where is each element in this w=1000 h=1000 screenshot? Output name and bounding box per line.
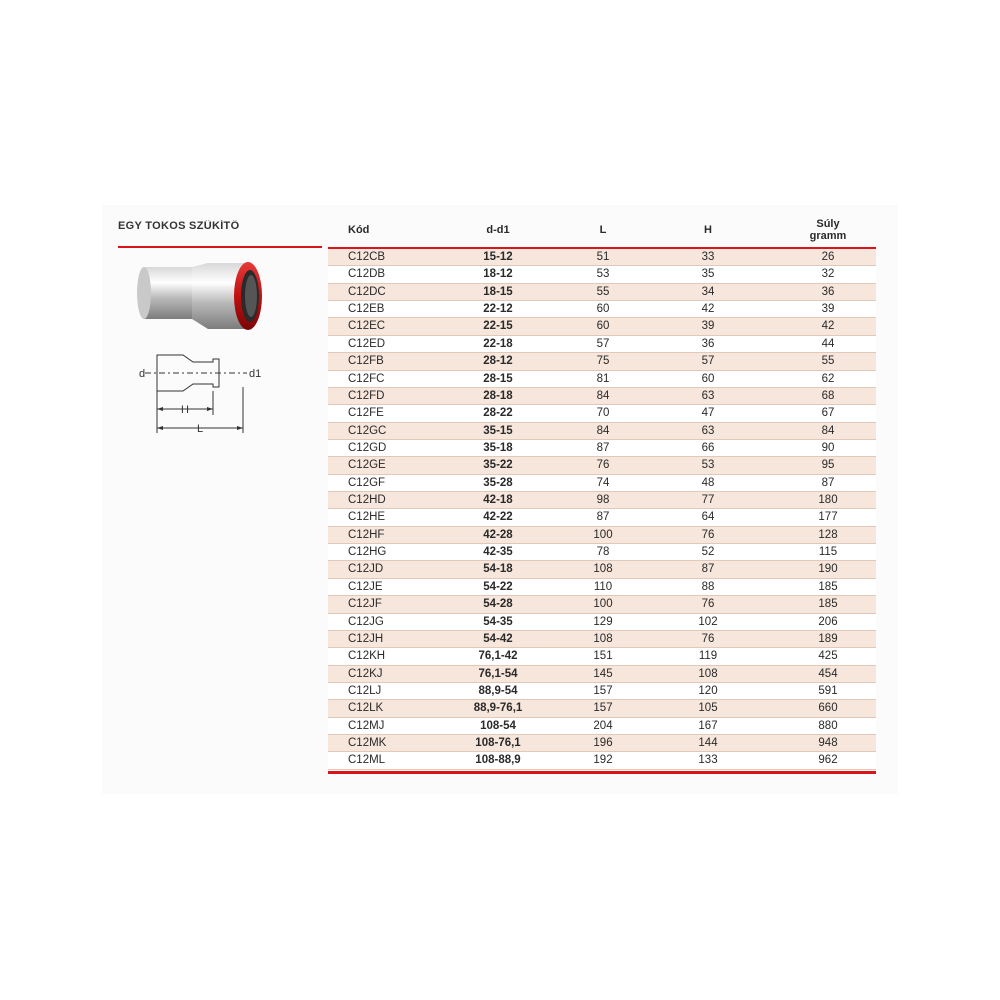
cell-h: 33 [701, 251, 715, 263]
cell-suly: 425 [818, 650, 838, 663]
cell-dd1: 108-88,9 [475, 754, 521, 767]
header-suly-line1: Súly [816, 218, 840, 230]
cell-kod: C12HD [348, 494, 386, 507]
cell-suly: 26 [821, 251, 835, 263]
cell-dd1: 76,1-42 [478, 650, 518, 663]
cell-l: 157 [593, 684, 613, 697]
cell-suly: 185 [818, 580, 838, 593]
table-row [328, 388, 876, 405]
cell-l: 151 [593, 650, 613, 663]
cell-h: 119 [698, 650, 718, 663]
table-header [328, 212, 876, 249]
cell-kod: C12JH [348, 632, 384, 645]
d1-label: d1 [249, 368, 262, 380]
header-suly-line2: gramm [809, 230, 847, 242]
header-dd1: d-d1 [486, 224, 510, 236]
cell-suly: 591 [818, 684, 838, 697]
cell-h: 48 [701, 476, 715, 489]
cell-suly: 44 [821, 337, 835, 350]
cell-suly: 660 [818, 702, 838, 715]
cell-h: 105 [698, 702, 718, 715]
cell-h: 42 [701, 303, 715, 316]
cell-dd1: 42-28 [483, 528, 513, 541]
cell-l: 100 [593, 528, 613, 541]
cell-suly: 189 [818, 632, 838, 645]
cell-kod: C12CB [348, 251, 386, 263]
table-row [328, 700, 876, 717]
cell-dd1: 54-28 [483, 598, 513, 611]
table-row [328, 318, 876, 335]
cell-l: 53 [596, 268, 610, 281]
table-row [328, 752, 876, 769]
cell-h: 167 [698, 719, 718, 732]
cell-h: 47 [701, 407, 715, 420]
cell-suly: 454 [818, 667, 838, 680]
cell-dd1: 28-18 [483, 389, 513, 402]
cell-suly: 185 [818, 598, 838, 611]
cell-l: 81 [596, 372, 610, 385]
cell-dd1: 28-12 [483, 355, 513, 368]
cell-dd1: 108-76,1 [475, 737, 521, 750]
cell-dd1: 22-15 [483, 320, 513, 333]
cell-kod: C12GD [348, 441, 387, 454]
product-photo [130, 257, 280, 342]
cell-h: 102 [698, 615, 718, 628]
cell-dd1: 18-15 [483, 285, 513, 298]
table-row [328, 631, 876, 648]
cell-kod: C12GE [348, 459, 386, 472]
cell-kod: C12HE [348, 511, 386, 524]
cell-suly: 128 [818, 528, 838, 541]
cell-dd1: 22-18 [483, 337, 513, 350]
cell-kod: C12KH [348, 650, 386, 663]
cell-kod: C12LK [348, 702, 384, 715]
cell-h: 64 [701, 511, 715, 524]
header-l: L [599, 224, 607, 236]
cell-kod: C12HG [348, 546, 387, 559]
cell-suly: 115 [818, 546, 838, 559]
header-h: H [704, 224, 712, 236]
cell-h: 77 [701, 494, 715, 507]
cell-kod: C12JG [348, 615, 384, 628]
cell-l: 74 [596, 476, 610, 489]
cell-h: 34 [701, 285, 715, 298]
table-row [328, 648, 876, 665]
table-row [328, 527, 876, 544]
cell-kod: C12EB [348, 303, 385, 316]
cell-dd1: 88,9-54 [478, 684, 518, 697]
cell-dd1: 54-42 [483, 632, 513, 645]
table-row [328, 683, 876, 700]
table-row [328, 440, 876, 457]
spec-table [328, 212, 876, 774]
cell-suly: 55 [821, 355, 835, 368]
cell-dd1: 76,1-54 [478, 667, 518, 680]
cell-dd1: 42-35 [483, 546, 513, 559]
dimension-drawing-svg [135, 345, 270, 440]
cell-h: 87 [701, 563, 715, 576]
cell-l: 84 [596, 389, 610, 402]
cell-h: 88 [701, 580, 715, 593]
cell-l: 145 [593, 667, 613, 680]
table-row [328, 735, 876, 752]
table-row [328, 718, 876, 735]
cell-kod: C12JF [348, 598, 382, 611]
cell-suly: 180 [818, 494, 838, 507]
cell-suly: 95 [821, 459, 835, 472]
cell-kod: C12HF [348, 528, 385, 541]
cell-h: 36 [701, 337, 715, 350]
cell-dd1: 54-35 [483, 615, 513, 628]
cell-l: 129 [593, 615, 613, 628]
cell-dd1: 108-54 [480, 719, 516, 732]
cell-suly: 948 [818, 737, 838, 750]
cell-kod: C12GC [348, 424, 387, 437]
cell-l: 100 [593, 598, 613, 611]
cell-dd1: 28-15 [483, 372, 513, 385]
cell-h: 76 [701, 598, 715, 611]
cell-l: 76 [596, 459, 610, 472]
cell-kod: C12FE [348, 407, 384, 420]
cell-kod: C12EC [348, 320, 386, 333]
cell-dd1: 28-22 [483, 407, 513, 420]
table-row [328, 544, 876, 561]
cell-kod: C12FC [348, 372, 385, 385]
table-row [328, 336, 876, 353]
dimension-drawing [135, 345, 270, 440]
table-row [328, 596, 876, 613]
cell-suly: 90 [821, 441, 835, 454]
cell-h: 60 [701, 372, 715, 385]
cell-dd1: 54-22 [483, 580, 513, 593]
cell-l: 60 [596, 303, 610, 316]
cell-h: 120 [698, 684, 718, 697]
cell-l: 57 [596, 337, 610, 350]
h-label: H [181, 404, 189, 416]
cell-dd1: 35-22 [483, 459, 513, 472]
cell-h: 39 [701, 320, 715, 333]
table-row [328, 301, 876, 318]
cell-kod: C12JD [348, 563, 384, 576]
cell-l: 196 [593, 737, 613, 750]
cell-l: 78 [596, 546, 610, 559]
cell-suly: 87 [821, 476, 835, 489]
cell-kod: C12DC [348, 285, 386, 298]
cell-l: 192 [593, 754, 613, 767]
cell-dd1: 54-18 [483, 563, 513, 576]
table-row [328, 249, 876, 266]
cell-l: 110 [593, 580, 613, 593]
table-bottom-rule [328, 771, 876, 774]
cell-l: 70 [596, 407, 610, 420]
product-title: EGY TOKOS SZŰKÍTŐ [118, 220, 240, 232]
cell-kod: C12GF [348, 476, 386, 489]
cell-suly: 962 [818, 754, 838, 767]
d-label: d [139, 368, 146, 380]
table-row [328, 353, 876, 370]
cell-suly: 39 [821, 303, 835, 316]
cell-l: 98 [596, 494, 610, 507]
table-body [328, 249, 876, 770]
l-label: L [197, 423, 204, 435]
cell-h: 108 [698, 667, 718, 680]
cell-kod: C12FB [348, 355, 384, 368]
table-row [328, 405, 876, 422]
cell-h: 76 [701, 528, 715, 541]
cell-suly: 36 [821, 285, 835, 298]
cell-suly: 67 [821, 407, 835, 420]
cell-suly: 62 [821, 372, 835, 385]
table-row [328, 475, 876, 492]
header-kod: Kód [348, 224, 370, 236]
table-row [328, 579, 876, 596]
header-suly [783, 218, 873, 242]
cell-h: 57 [701, 355, 715, 368]
cell-l: 75 [596, 355, 610, 368]
table-row [328, 492, 876, 509]
cell-kod: C12MK [348, 737, 387, 750]
cell-suly: 84 [821, 424, 835, 437]
table-row [328, 509, 876, 526]
cell-l: 87 [596, 441, 610, 454]
cell-dd1: 35-15 [483, 424, 513, 437]
cell-l: 108 [593, 632, 613, 645]
cell-h: 66 [701, 441, 715, 454]
cell-dd1: 42-18 [483, 494, 513, 507]
table-row [328, 457, 876, 474]
cell-dd1: 15-12 [483, 251, 513, 263]
table-row [328, 423, 876, 440]
cell-h: 144 [698, 737, 718, 750]
cell-suly: 880 [818, 719, 838, 732]
cell-kod: C12MJ [348, 719, 385, 732]
table-row [328, 266, 876, 283]
cell-suly: 68 [821, 389, 835, 402]
cell-l: 60 [596, 320, 610, 333]
cell-h: 53 [701, 459, 715, 472]
cell-l: 108 [593, 563, 613, 576]
cell-dd1: 35-18 [483, 441, 513, 454]
cell-l: 84 [596, 424, 610, 437]
cell-h: 63 [701, 424, 715, 437]
cell-kod: C12ML [348, 754, 386, 767]
cell-l: 204 [593, 719, 613, 732]
table-row [328, 614, 876, 631]
cell-kod: C12FD [348, 389, 385, 402]
cell-l: 55 [596, 285, 610, 298]
cell-kod: C12KJ [348, 667, 383, 680]
title-underline [118, 246, 322, 248]
cell-h: 133 [698, 754, 718, 767]
cell-suly: 177 [818, 511, 838, 524]
cell-suly: 32 [821, 268, 835, 281]
cell-h: 63 [701, 389, 715, 402]
cell-dd1: 18-12 [483, 268, 513, 281]
cell-kod: C12DB [348, 268, 386, 281]
table-row [328, 561, 876, 578]
cell-kod: C12JE [348, 580, 383, 593]
cell-suly: 206 [818, 615, 838, 628]
cell-suly: 190 [818, 563, 838, 576]
cell-h: 35 [701, 268, 715, 281]
cell-h: 52 [701, 546, 715, 559]
cell-kod: C12LJ [348, 684, 382, 697]
table-row [328, 284, 876, 301]
cell-dd1: 35-28 [483, 476, 513, 489]
cell-suly: 42 [821, 320, 835, 333]
cell-l: 87 [596, 511, 610, 524]
cell-h: 76 [701, 632, 715, 645]
cell-l: 157 [593, 702, 613, 715]
cell-dd1: 22-12 [483, 303, 513, 316]
cell-kod: C12ED [348, 337, 386, 350]
cell-dd1: 42-22 [483, 511, 513, 524]
table-row [328, 371, 876, 388]
cell-l: 51 [596, 251, 610, 263]
cell-dd1: 88,9-76,1 [473, 702, 523, 715]
table-row [328, 666, 876, 683]
